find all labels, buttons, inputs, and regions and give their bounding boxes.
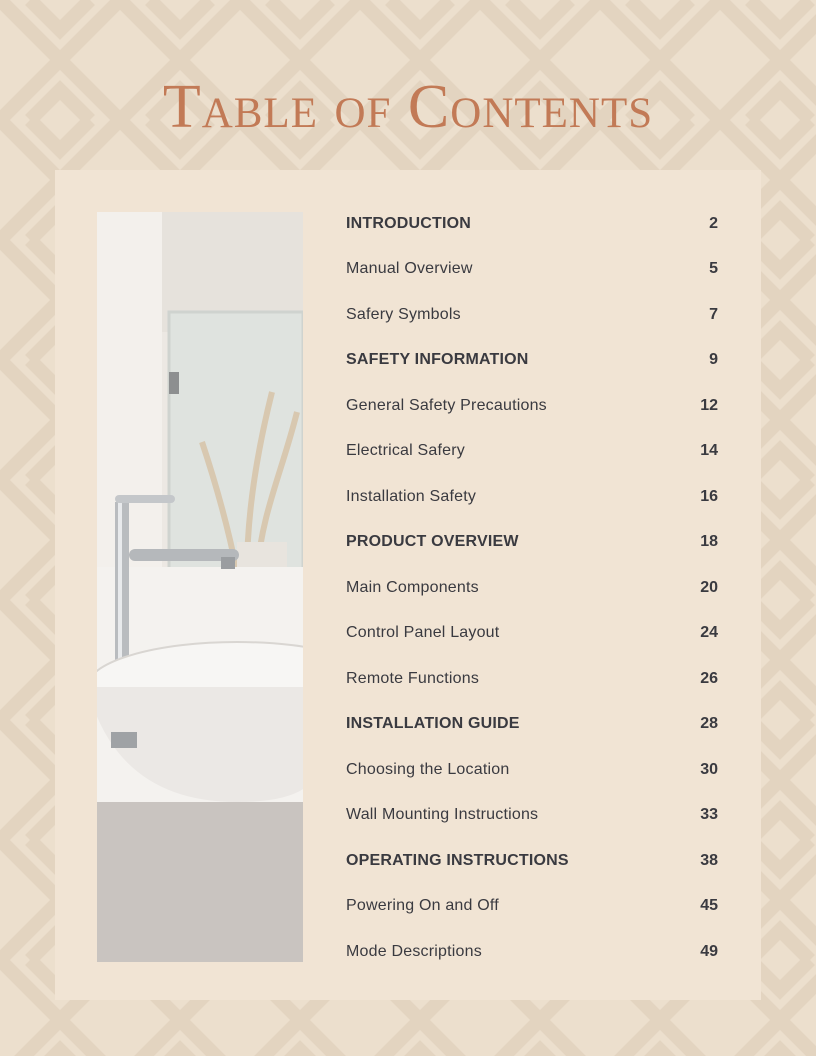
toc-entry-operating-instructions[interactable] [346,838,718,884]
toc-page-number: 5 [709,260,718,278]
toc-page-number: 16 [700,487,718,505]
toc-entry-control-panel-layout[interactable] [346,611,718,657]
toc-entry-remote-functions[interactable] [346,656,718,702]
toc-entry-main-components[interactable] [346,565,718,611]
toc-page-number: 26 [700,669,718,687]
toc-entry-choosing-the-location[interactable] [346,747,718,793]
toc-entry-electrical-safety[interactable] [346,429,718,475]
toc-entry-label: Manual Overview [346,260,473,278]
toc-page-number: 38 [700,851,718,869]
toc-entry-label: Installation Safety [346,487,477,505]
toc-page-number: 18 [700,533,718,551]
toc-entry-label: Remote Functions [346,669,480,687]
toc-entry-label: Main Components [346,578,479,596]
toc-page-number: 33 [700,806,718,824]
toc-page-number: 12 [700,396,718,414]
toc-entry-label: PRODUCT OVERVIEW [346,533,519,551]
toc-entry-product-overview[interactable] [346,520,718,566]
toc-entry-label: Electrical Safery [346,442,465,460]
toc-entry-label: Choosing the Location [346,760,510,778]
toc-entry-wall-mounting-instructions[interactable] [346,793,718,839]
toc-entry-introduction[interactable] [346,201,718,247]
toc-entry-label: Wall Mounting Instructions [346,806,539,824]
toc-entry-label: Mode Descriptions [346,942,482,960]
toc-page-number: 14 [700,442,718,460]
toc-page-number: 2 [709,214,718,232]
toc-entry-mode-descriptions[interactable] [346,929,718,975]
toc-entry-label: Powering On and Off [346,897,499,915]
toc-page-number: 28 [700,715,718,733]
toc-page-number: 45 [700,897,718,915]
toc-entry-installation-guide[interactable] [346,702,718,748]
toc-entry-manual-overview[interactable] [346,247,718,293]
toc-entry-label: SAFETY INFORMATION [346,351,529,369]
toc-entry-powering-on-and-off[interactable] [346,884,718,930]
toc-page-number: 20 [700,578,718,596]
page-title: Table of Contents [162,73,654,141]
toc-entry-label: INTRODUCTION [346,214,472,232]
toc-entry-general-safety-precautions[interactable] [346,383,718,429]
toc-entry-installation-safety[interactable] [346,474,718,520]
toc-page-number: 49 [700,942,718,960]
toc-entry-label: INSTALLATION GUIDE [346,715,520,733]
toc-page-number: 7 [709,305,718,323]
toc-page-number: 24 [700,624,718,642]
toc-entry-label: OPERATING INSTRUCTIONS [346,851,569,869]
toc-entry-safety-information[interactable] [346,338,718,384]
toc-entry-label: Safery Symbols [346,305,461,323]
toc-entry-label: General Safety Precautions [346,396,547,414]
toc-entry-safety-symbols[interactable] [346,292,718,338]
content-panel [55,170,761,1000]
toc-list [346,201,718,975]
bathroom-sink-photo [97,212,303,962]
toc-page-number: 9 [709,351,718,369]
toc-entry-label: Control Panel Layout [346,624,500,642]
toc-page-number: 30 [700,760,718,778]
